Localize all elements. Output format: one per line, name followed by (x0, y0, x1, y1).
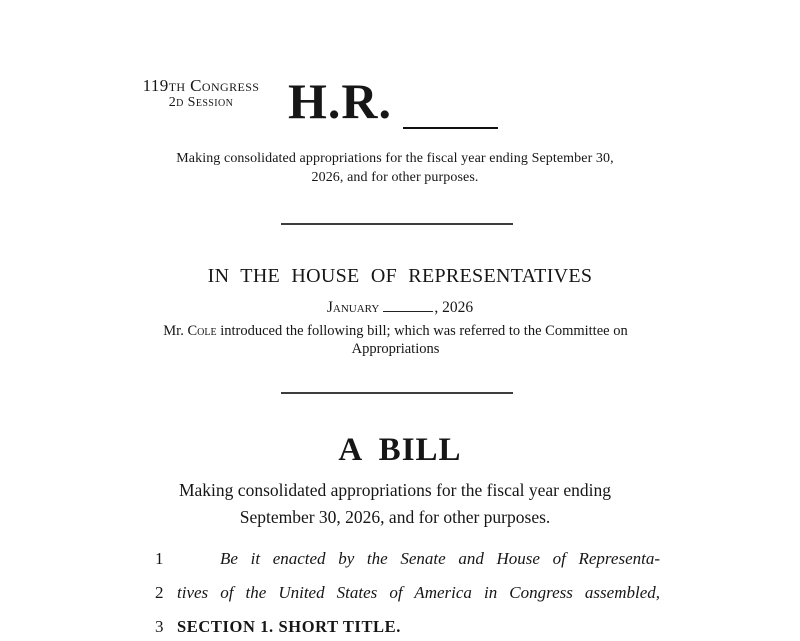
bill-number-blank-line (403, 127, 498, 129)
separator-rule-bottom (281, 392, 513, 394)
line-number: 2 (155, 583, 164, 602)
sponsor-clause (148, 322, 643, 358)
bill-text-line (155, 582, 665, 604)
line-number: 1 (155, 549, 164, 568)
short-title-paragraph: Making consolidated appropriations for the fiscal year ending September 30, 2026, and for other purposes. (176, 151, 614, 185)
long-title-paragraph: Making consolidated appropriations for the fiscal year ending September 30, 2026, and for other purposes. (178, 480, 612, 527)
date-year: , 2026 (434, 299, 474, 316)
a-bill-heading: A BILL (338, 432, 462, 468)
enacting-clause-line-2: tives of the United States of America in Congress assembled, (177, 583, 660, 602)
separator-rule-top (281, 223, 513, 225)
session-number: 2d Session (168, 95, 234, 111)
sponsor-name: Cole (187, 323, 217, 339)
bill-text-line (155, 616, 665, 638)
date-blank-line (383, 299, 433, 312)
congress-number: 119th Congress (142, 76, 260, 95)
bill-type-heading: H.R. (288, 73, 392, 129)
section-heading: SECTION 1. SHORT TITLE. (177, 617, 401, 636)
chamber-heading: IN THE HOUSE OF REPRESENTATIVES (207, 265, 593, 287)
date-month: January (326, 299, 380, 316)
line-number: 3 (155, 617, 164, 636)
introduction-date-line (100, 299, 700, 317)
enacting-clause-line-1: Be it enacted by the Senate and House of Representa- (220, 549, 660, 568)
sponsor-prefix: Mr. (163, 323, 188, 339)
congress-session-block (112, 76, 290, 111)
bill-text-line (155, 548, 665, 570)
sponsor-clause-text: introduced the following bill; which was referred to the Committee on Appropriations (216, 323, 628, 357)
